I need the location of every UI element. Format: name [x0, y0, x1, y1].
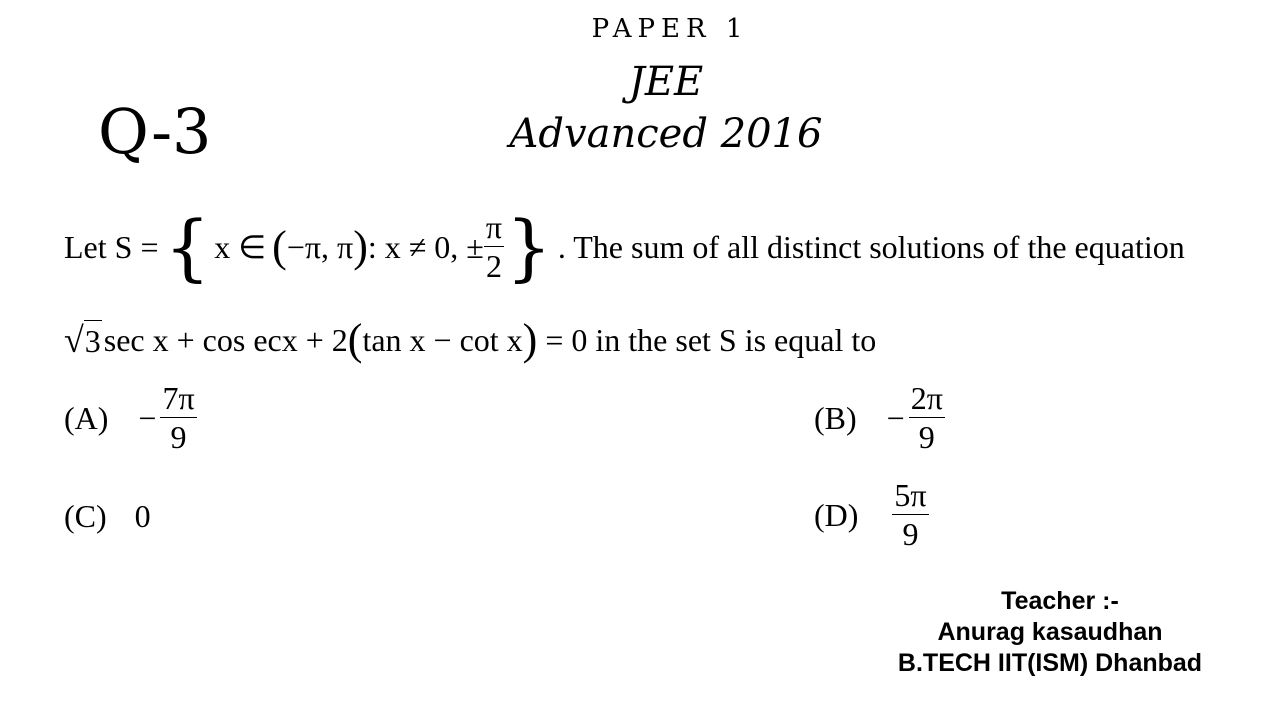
- left-brace: {: [164, 204, 211, 289]
- right-paren: ): [353, 221, 368, 271]
- option-value: [138, 381, 196, 454]
- right-brace: }: [506, 204, 552, 289]
- exam-name: JEE: [628, 59, 704, 105]
- sqrt-icon: √: [64, 320, 84, 360]
- teacher-credit: [860, 586, 1240, 679]
- set-condition: : x ≠ 0, ±: [367, 228, 484, 265]
- option-label: (D): [814, 496, 859, 533]
- option-fraction: [160, 381, 196, 454]
- pi-over-2-fraction: [484, 210, 504, 283]
- fraction-numerator: π: [485, 209, 503, 245]
- question-text-tail: . The sum of all distinct solutions of the equation: [557, 228, 1185, 265]
- credit-heading: Teacher :-: [1001, 587, 1119, 615]
- option-value: [892, 478, 928, 551]
- option-label: (A): [64, 399, 109, 436]
- fraction-denominator: 9: [918, 419, 935, 455]
- minus-sign: −: [138, 399, 157, 436]
- fraction-numerator: 2π: [910, 380, 943, 416]
- right-paren: ): [522, 315, 538, 364]
- set-interval: −π, π: [286, 228, 354, 265]
- option-fraction: [909, 381, 945, 454]
- teacher-qualification: B.TECH IIT(ISM) Dhanbad: [897, 649, 1203, 677]
- option-a: [64, 381, 197, 454]
- fraction-denominator: 9: [170, 419, 187, 455]
- sqrt-argument: 3: [84, 320, 102, 361]
- teacher-name: Anurag kasaudhan: [937, 618, 1163, 646]
- option-label: (B): [814, 399, 857, 436]
- left-paren: (: [272, 221, 287, 271]
- question-line-1: [64, 204, 1185, 289]
- option-value: 0: [134, 498, 151, 534]
- set-element: x ∈: [214, 228, 267, 265]
- equation-part-1: sec x + cos ecx + 2: [103, 322, 348, 358]
- exam-edition: Advanced 2016: [509, 111, 823, 157]
- option-fraction: [892, 478, 928, 551]
- option-b: [814, 381, 945, 454]
- fraction-numerator: 5π: [894, 477, 927, 513]
- left-paren: (: [347, 315, 363, 364]
- option-label: (C): [64, 498, 107, 534]
- fraction-denominator: 9: [902, 516, 919, 552]
- minus-sign: −: [886, 399, 905, 436]
- fraction-denominator: 2: [485, 248, 502, 284]
- option-c: [64, 496, 151, 536]
- equation-inner: tan x − cot x: [362, 322, 523, 358]
- option-d: [814, 478, 929, 551]
- option-value: [887, 381, 945, 454]
- paper-label: PAPER 1: [591, 14, 749, 44]
- set-intro: Let S =: [64, 228, 159, 265]
- fraction-numerator: 7π: [162, 380, 195, 416]
- question-number: Q-3: [98, 95, 212, 168]
- equation-part-2: = 0 in the set S is equal to: [545, 322, 877, 358]
- question-line-2: [64, 315, 877, 364]
